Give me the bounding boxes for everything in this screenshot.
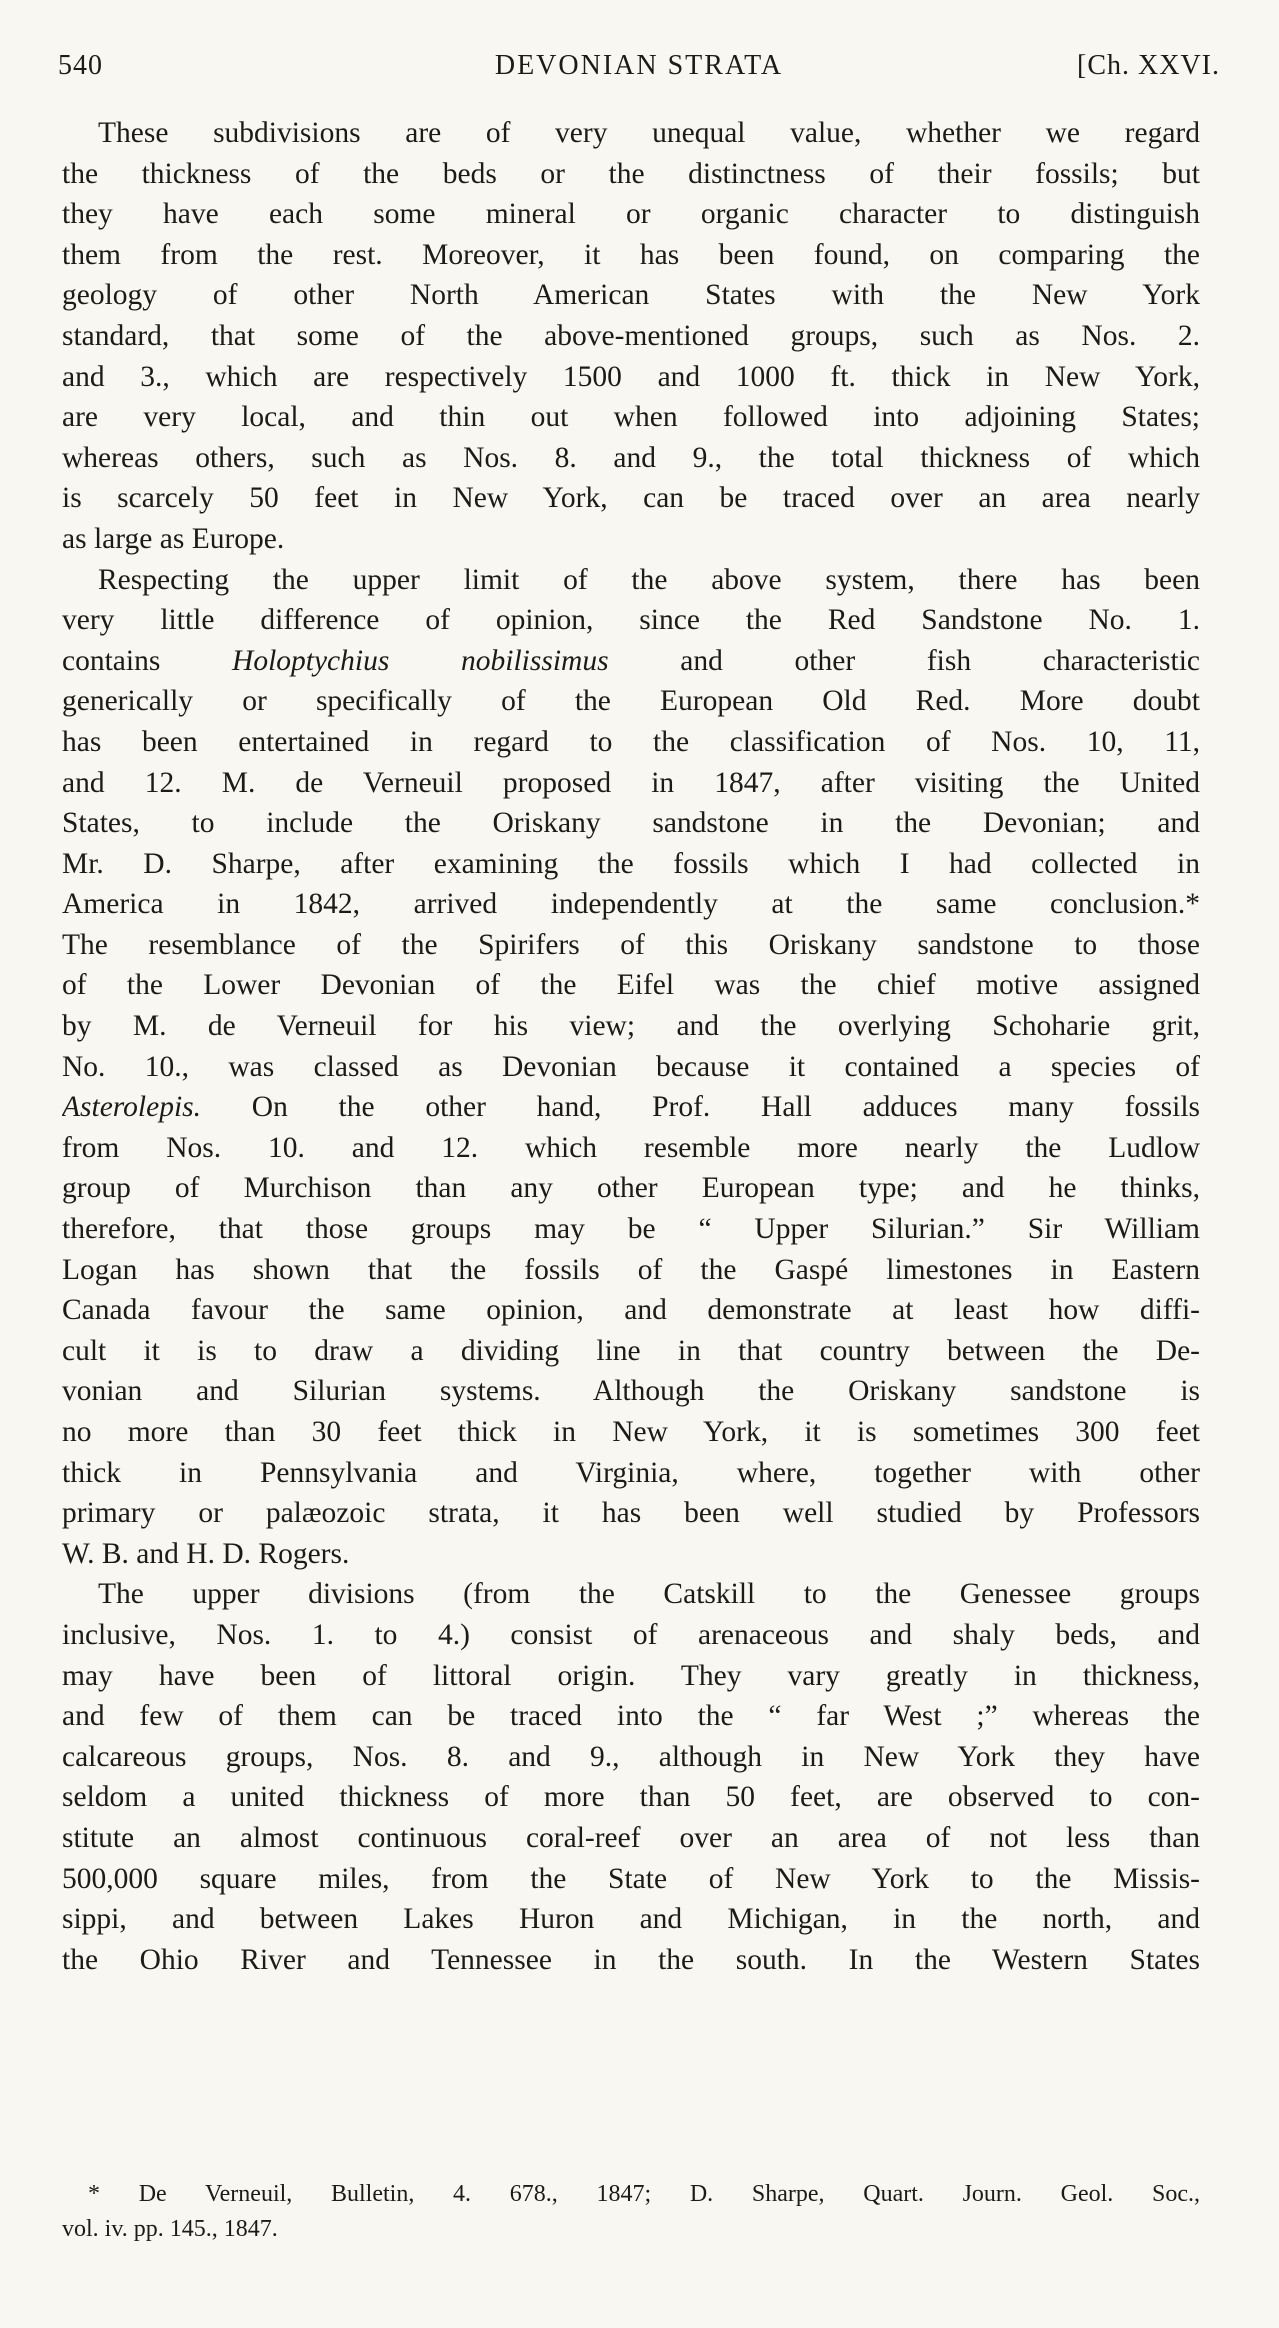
text-line: generically or specifically of the European Old Red. More doubt	[62, 685, 1200, 718]
text-line: calcareous groups, Nos. 8. and 9., although in New York they have	[62, 1740, 1200, 1773]
text-line: States, to include the Oriskany sandstone in the Devonian; and	[62, 807, 1200, 840]
text-line: the Ohio River and Tennessee in the south. In the Western States	[62, 1943, 1200, 1976]
text-line: no more than 30 feet thick in New York, it is sometimes 300 feet	[62, 1416, 1200, 1448]
footnote-line: vol. iv. pp. 145., 1847.	[62, 2216, 278, 2242]
genus-name: Asterolepis.	[62, 1091, 202, 1124]
text-line: No. 10., was classed as Devonian because it contained a species of	[62, 1050, 1200, 1083]
text-line: thick in Pennsylvania and Virginia, where, together with other	[62, 1456, 1200, 1489]
text-line: The upper divisions (from the Catskill to the Genessee groups	[98, 1578, 1200, 1611]
text-line: whereas others, such as Nos. 8. and 9., the total thickness of which	[62, 441, 1200, 474]
text-line: seldom a united thickness of more than 50 feet, are observed to con-	[62, 1781, 1200, 1814]
page-number: 540	[58, 50, 103, 81]
text-line: may have been of littoral origin. They vary greatly in thickness,	[62, 1659, 1200, 1692]
paragraph-2	[62, 560, 1200, 1575]
text-line-with-genus	[62, 1087, 1200, 1128]
text-line: the thickness of the beds or the distinctness of their fossils; but	[62, 157, 1200, 190]
species-name: Holoptychius nobilissimus	[232, 644, 609, 677]
text-line: primary or palæozoic strata, it has been well studied by Professors	[62, 1497, 1200, 1530]
text-line: America in 1842, arrived independently at the same conclusion.*	[62, 888, 1200, 921]
text-line: are very local, and thin out when followed into adjoining States;	[62, 401, 1200, 434]
body-text	[62, 113, 1200, 1980]
text-line: and 12. M. de Verneuil proposed in 1847, after visiting the United	[62, 766, 1200, 799]
footnote-line: * De Verneuil, Bulletin, 4. 678., 1847; D. Sharpe, Quart. Journ. Geol. Soc.,	[88, 2181, 1200, 2207]
text-line: group of Murchison than any other European type; and he thinks,	[62, 1172, 1200, 1205]
text-line: The resemblance of the Spirifers of this Oriskany sandstone to those	[62, 928, 1200, 961]
text-line: very little difference of opinion, since the Red Sandstone No. 1.	[62, 604, 1200, 637]
text-line: inclusive, Nos. 1. to 4.) consist of arenaceous and shaly beds, and	[62, 1618, 1200, 1651]
running-header	[58, 50, 1220, 90]
text-line: is scarcely 50 feet in New York, can be traced over an area nearly	[62, 482, 1200, 515]
text-fragment: On the other hand, Prof. Hall adduces many fossils	[251, 1091, 1200, 1124]
chapter-label: [Ch. XXVI.	[1077, 50, 1220, 81]
text-line: they have each some mineral or organic character to distinguish	[62, 198, 1200, 231]
text-line: of the Lower Devonian of the Eifel was the chief motive assigned	[62, 969, 1200, 1002]
footnote	[62, 2177, 1200, 2247]
text-line: vonian and Silurian systems. Although the Oriskany sandstone is	[62, 1375, 1200, 1408]
text-line: from Nos. 10. and 12. which resemble more nearly the Ludlow	[62, 1131, 1200, 1164]
text-line: Logan has shown that the fossils of the Gaspé limestones in Eastern	[62, 1253, 1200, 1286]
text-line: Mr. D. Sharpe, after examining the fossils which I had collected in	[62, 847, 1200, 880]
text-line: has been entertained in regard to the classification of Nos. 10, 11,	[62, 725, 1200, 758]
paragraph-3	[62, 1574, 1200, 1980]
text-line: cult it is to draw a dividing line in that country between the De-	[62, 1334, 1200, 1367]
running-title: DEVONIAN STRATA	[494, 50, 784, 81]
text-fragment: contains	[62, 644, 161, 677]
text-line: standard, that some of the above-mentioned groups, such as Nos. 2.	[62, 319, 1200, 352]
text-line-with-species	[62, 641, 1200, 682]
text-line: stitute an almost continuous coral-reef over an area of not less than	[62, 1821, 1200, 1854]
text-line: Respecting the upper limit of the above system, there has been	[98, 563, 1200, 596]
text-line: Canada favour the same opinion, and demonstrate at least how diffi-	[62, 1294, 1200, 1327]
text-line: sippi, and between Lakes Huron and Michigan, in the north, and	[62, 1903, 1200, 1936]
text-line: 500,000 square miles, from the State of New York to the Missis-	[62, 1862, 1200, 1895]
text-line: them from the rest. Moreover, it has been found, on comparing the	[62, 238, 1200, 271]
text-line: These subdivisions are of very unequal value, whether we regard	[98, 117, 1200, 149]
text-line: and few of them can be traced into the “ far West ;” whereas the	[62, 1700, 1200, 1733]
text-line: and 3., which are respectively 1500 and 1000 ft. thick in New York,	[62, 360, 1200, 393]
paragraph-1	[62, 113, 1200, 560]
text-line: W. B. and H. D. Rogers.	[62, 1537, 350, 1570]
text-line: as large as Europe.	[62, 522, 285, 555]
text-line: geology of other North American States with the New York	[62, 279, 1200, 312]
text-fragment: and other fish characteristic	[680, 644, 1200, 677]
text-line: by M. de Verneuil for his view; and the overlying Schoharie grit,	[62, 1010, 1200, 1043]
text-line: therefore, that those groups may be “ Upper Silurian.” Sir William	[62, 1213, 1200, 1246]
